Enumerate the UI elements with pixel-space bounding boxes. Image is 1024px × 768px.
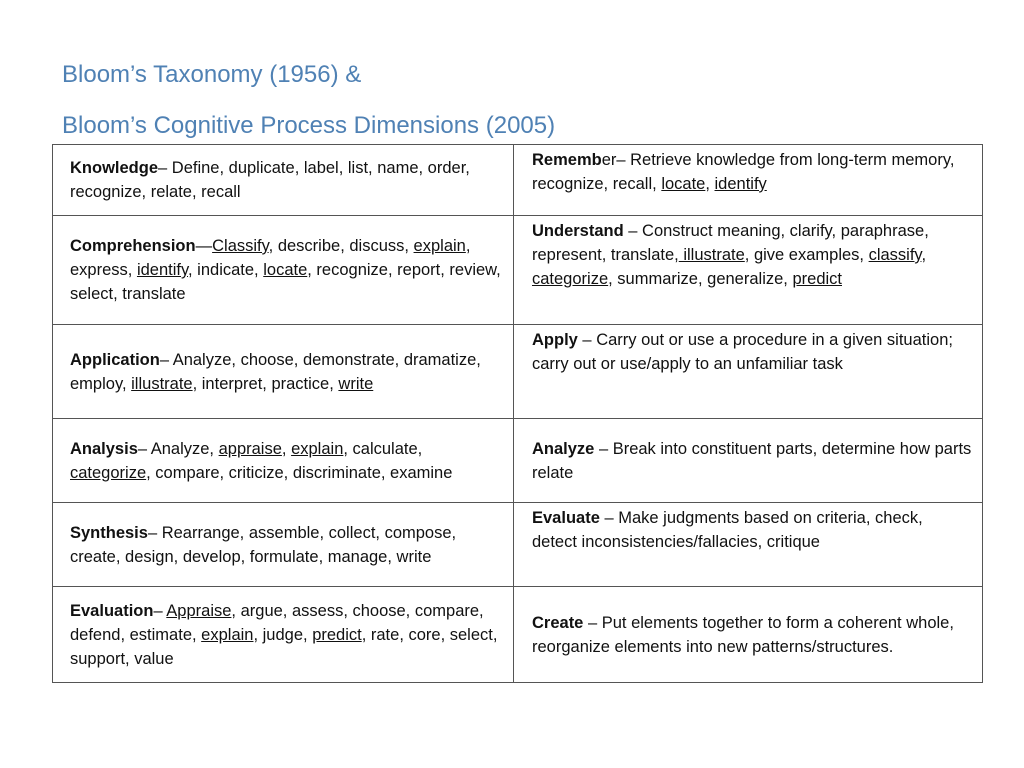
underlined-verb: predict bbox=[312, 625, 362, 644]
table-row-knowledge bbox=[53, 145, 983, 216]
cell-text: – Analyze, choose, demonstrate, dramatize, employ, bbox=[70, 350, 481, 393]
cell-text: , argue, assess, choose, compare, defend, estimate, bbox=[70, 601, 484, 644]
underlined-verb: classify bbox=[868, 246, 922, 264]
cell-text: , judge, bbox=[253, 625, 313, 644]
underlined-verb: categorize bbox=[70, 463, 147, 482]
cell-bloom-1956-knowledge bbox=[53, 145, 514, 216]
level-term: Evaluation bbox=[70, 601, 154, 620]
cell-text: , bbox=[705, 175, 715, 193]
taxonomy-comparison-table bbox=[52, 144, 983, 683]
cell-text: , compare, criticize, discriminate, examine bbox=[146, 463, 453, 482]
cell-bloom-2005-create bbox=[514, 587, 983, 683]
cell-text: , rate, core, select, support, value bbox=[70, 625, 498, 668]
table-row-synthesis bbox=[53, 503, 983, 587]
cell-text: , indicate, bbox=[188, 261, 264, 279]
level-term: Synthesis bbox=[70, 523, 148, 542]
level-term: Analyze bbox=[532, 439, 595, 458]
cell-text: – Break into constituent parts, determine how parts relate bbox=[532, 439, 972, 482]
cell-bloom-2005-analyze bbox=[514, 419, 983, 503]
cell-text: – Analyze, bbox=[137, 439, 219, 458]
cell-text: – Define, duplicate, label, list, name, order, recognize, relate, recall bbox=[70, 159, 470, 201]
cell-bloom-2005-evaluate bbox=[514, 503, 983, 587]
underlined-verb: categorize bbox=[532, 270, 609, 288]
level-term: Apply bbox=[532, 331, 578, 349]
cell-text: , summarize, generalize, bbox=[608, 270, 793, 288]
slide-title-line-2: Bloom’s Cognitive Process Dimensions (2005) bbox=[62, 112, 556, 139]
table-row-comprehension bbox=[53, 216, 983, 325]
cell-text: – Put elements together to form a coherent whole, reorganize elements into new patterns/structures. bbox=[532, 613, 954, 656]
cell-text: , recognize, report, review, select, translate bbox=[70, 261, 501, 303]
cell-bloom-2005-understand bbox=[514, 216, 983, 325]
level-term: Analysis bbox=[70, 439, 138, 458]
underlined-verb: illustrate bbox=[131, 374, 193, 393]
cell-bloom-2005-apply bbox=[514, 325, 983, 419]
underlined-verb: explain bbox=[201, 625, 254, 644]
underlined-verb: locate bbox=[263, 261, 308, 279]
table-row-analysis bbox=[53, 419, 983, 503]
cell-text: , interpret, practice, bbox=[192, 374, 339, 393]
underlined-verb: explain bbox=[413, 237, 466, 255]
underlined-verb: locate bbox=[661, 175, 706, 193]
cell-text: , calculate, bbox=[343, 439, 423, 458]
underlined-verb: illustrate bbox=[678, 246, 745, 264]
level-term: Create bbox=[532, 613, 584, 632]
underlined-verb: predict bbox=[792, 270, 842, 288]
level-term: Knowledge bbox=[70, 159, 159, 177]
cell-text: – Rearrange, assemble, collect, compose, create, design, develop, formulate, manage, write bbox=[70, 523, 457, 566]
underlined-verb: write bbox=[338, 374, 374, 393]
level-term: Understand bbox=[532, 222, 624, 240]
cell-bloom-1956-synthesis bbox=[53, 503, 514, 587]
cell-bloom-1956-evaluation bbox=[53, 587, 514, 683]
cell-text: , express, bbox=[70, 237, 471, 279]
level-term: Rememb bbox=[532, 151, 602, 169]
table-row-application bbox=[53, 325, 983, 419]
cell-text: — bbox=[195, 237, 213, 255]
cell-text: er– Retrieve knowledge from long-term memory, recognize, recall, bbox=[532, 151, 955, 193]
slide-title-line-1: Bloom’s Taxonomy (1956) & bbox=[62, 61, 362, 88]
cell-bloom-2005-remember bbox=[514, 145, 983, 216]
underlined-verb: appraise bbox=[218, 439, 282, 458]
level-term: Comprehension bbox=[70, 237, 196, 255]
underlined-verb: explain bbox=[291, 439, 344, 458]
cell-bloom-1956-analysis bbox=[53, 419, 514, 503]
cell-text: , give examples, bbox=[744, 246, 869, 264]
underlined-verb: Classify bbox=[212, 237, 269, 255]
cell-text: , describe, discuss, bbox=[268, 237, 414, 255]
underlined-verb: identify bbox=[714, 175, 767, 193]
level-term: Evaluate bbox=[532, 509, 600, 527]
cell-text: , bbox=[921, 246, 927, 264]
cell-text: – Carry out or use a procedure in a given situation; carry out or use/apply to an unfamiliar task bbox=[532, 331, 953, 373]
cell-bloom-1956-comprehension bbox=[53, 216, 514, 325]
cell-bloom-1956-application bbox=[53, 325, 514, 419]
level-term: Application bbox=[70, 350, 160, 369]
cell-text: – bbox=[153, 601, 167, 620]
table-row-evaluation bbox=[53, 587, 983, 683]
underlined-verb: identify bbox=[136, 261, 189, 279]
underlined-verb: Appraise bbox=[166, 601, 232, 620]
cell-text: , bbox=[281, 439, 292, 458]
cell-text: – Make judgments based on criteria, check, detect inconsistencies/fallacies, critique bbox=[532, 509, 923, 551]
cell-text: – Construct meaning, clarify, paraphrase, represent, translate, bbox=[532, 222, 929, 264]
